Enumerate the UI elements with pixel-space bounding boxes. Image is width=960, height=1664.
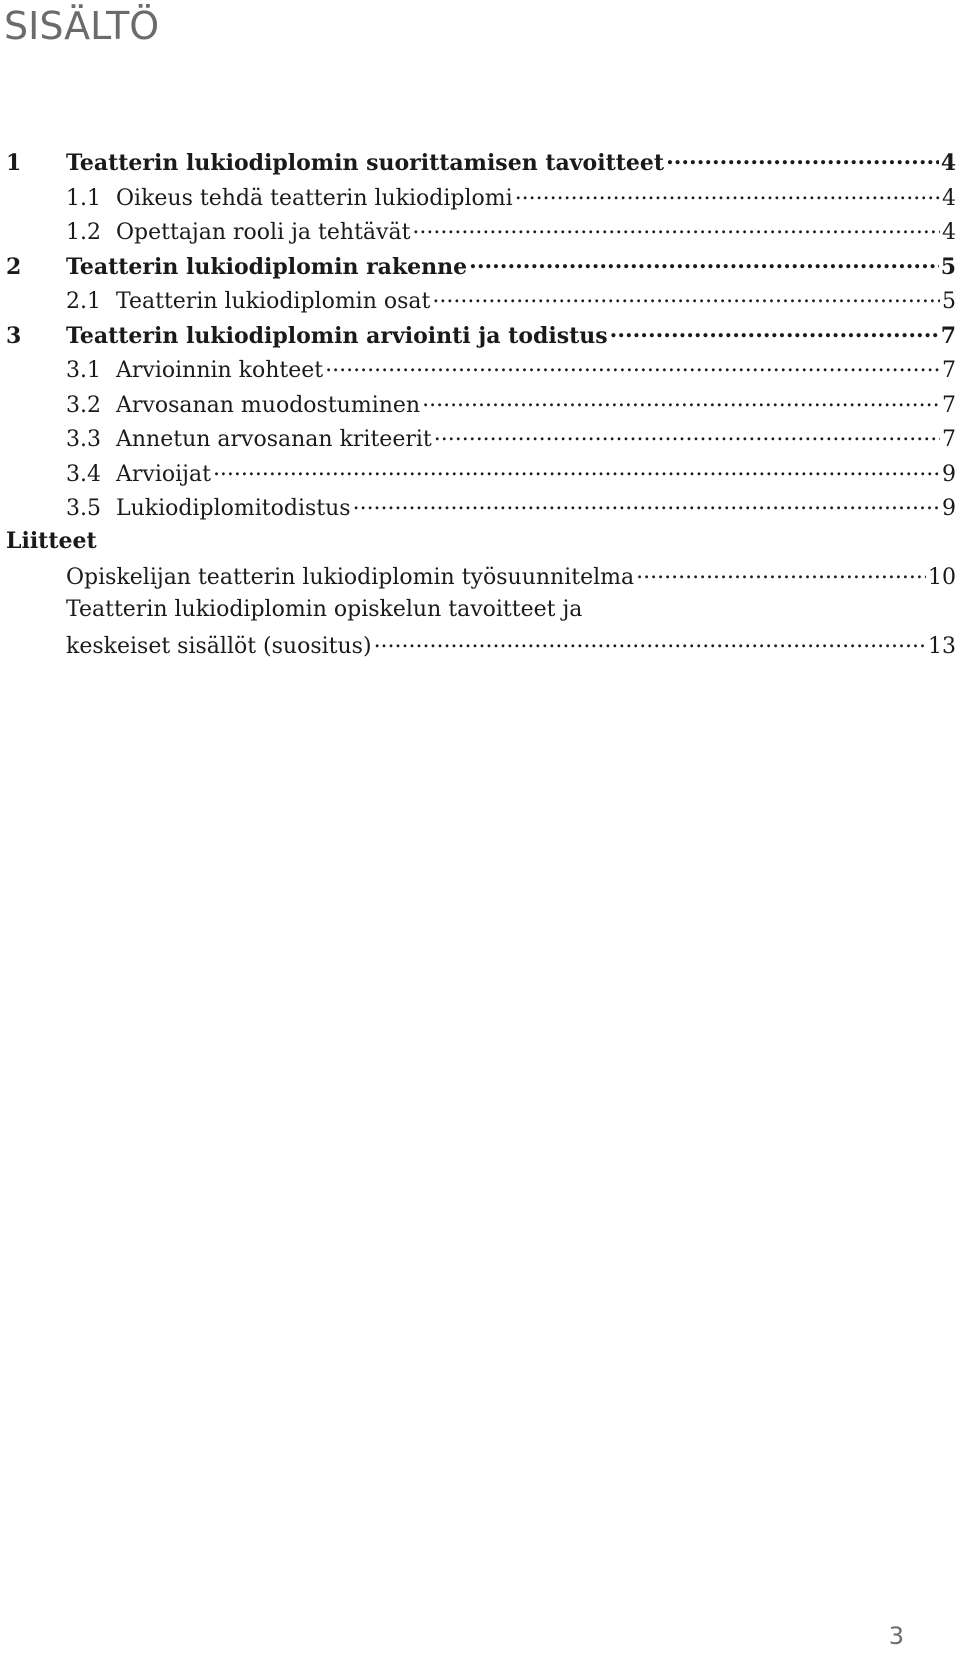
dot-leader (213, 459, 940, 481)
toc-number: 3.1 (66, 358, 101, 383)
toc-label: keskeiset sisällöt (suositus) (66, 634, 372, 659)
toc-section-3-1[interactable] (6, 355, 956, 390)
toc-page: 7 (942, 358, 956, 383)
toc-section-2-1[interactable] (6, 286, 956, 321)
toc-appendix-1[interactable] (6, 562, 956, 597)
toc-number: 3.3 (66, 427, 101, 452)
dot-leader (374, 631, 926, 653)
page-title: SISÄLTÖ (4, 4, 160, 48)
dot-leader (515, 183, 940, 205)
toc-appendix-2-line-1[interactable] (6, 597, 956, 632)
toc-label: Teatterin lukiodiplomin arviointi ja todistus (66, 322, 608, 349)
toc-appendix-2-line-2[interactable] (6, 631, 956, 666)
toc-page: 9 (942, 496, 956, 521)
dot-leader (636, 562, 926, 584)
toc-label: Teatterin lukiodiplomin rakenne (66, 253, 468, 280)
toc-number: 3.5 (66, 496, 101, 521)
toc-page: 9 (942, 461, 956, 487)
dot-leader (434, 424, 940, 446)
toc-section-3-3[interactable] (6, 424, 956, 459)
toc-section-3-4[interactable] (6, 459, 956, 494)
dot-leader (412, 217, 940, 239)
toc-chapter-1[interactable] (6, 148, 956, 183)
toc-page: 7 (940, 322, 956, 349)
toc-number: 3.4 (66, 461, 101, 487)
toc-label: Opiskelijan teatterin lukiodiplomin työsuunnitelma (66, 565, 635, 590)
toc-label: Oikeus tehdä teatterin lukiodiplomi (116, 185, 513, 211)
dot-leader (325, 355, 940, 377)
toc-page: 10 (928, 565, 956, 590)
toc-number: 3 (6, 322, 22, 349)
toc-page: 4 (942, 220, 956, 245)
toc-page: 7 (942, 427, 956, 452)
dot-leader (469, 252, 939, 274)
toc-number: 1.1 (66, 185, 101, 211)
toc-section-1-1[interactable] (6, 183, 956, 218)
toc-page: 5 (940, 253, 956, 280)
dot-leader (422, 390, 940, 412)
toc-label: Arvosanan muodostuminen (116, 392, 421, 418)
dot-leader (666, 148, 939, 170)
toc-page: 4 (942, 185, 956, 211)
toc-label: Lukiodiplomitodistus (116, 496, 351, 521)
toc-label: Arvioinnin kohteet (116, 358, 324, 383)
toc-number: 2.1 (66, 289, 101, 314)
toc-number: 1 (6, 150, 22, 176)
toc-number: 2 (6, 253, 22, 280)
toc-label: Teatterin lukiodiplomin osat (116, 289, 431, 314)
toc-page: 7 (942, 392, 956, 418)
toc-number: 1.2 (66, 220, 101, 245)
toc-label: Opettajan rooli ja tehtävät (116, 220, 411, 245)
toc-page: 4 (940, 150, 956, 176)
toc-section-3-5[interactable] (6, 493, 956, 528)
toc-page: 5 (942, 289, 956, 314)
toc-label: Annetun arvosanan kriteerit (116, 427, 432, 452)
toc-label: Teatterin lukiodiplomin suorittamisen tavoitteet (66, 150, 665, 176)
toc-label: Arvioijat (116, 461, 211, 487)
appendices-heading (6, 528, 956, 563)
table-of-contents (6, 148, 956, 666)
toc-chapter-2[interactable] (6, 252, 956, 287)
toc-number: 3.2 (66, 392, 101, 418)
dot-leader (610, 321, 939, 343)
toc-label: Teatterin lukiodiplomin opiskelun tavoitteet ja (66, 596, 583, 622)
toc-chapter-3[interactable] (6, 321, 956, 356)
toc-section-1-2[interactable] (6, 217, 956, 252)
dot-leader (353, 493, 940, 515)
toc-page: 13 (928, 634, 956, 659)
toc-section-3-2[interactable] (6, 390, 956, 425)
appendices-heading-label: Liitteet (6, 527, 97, 554)
page-number: 3 (888, 1622, 904, 1650)
dot-leader (432, 286, 940, 308)
